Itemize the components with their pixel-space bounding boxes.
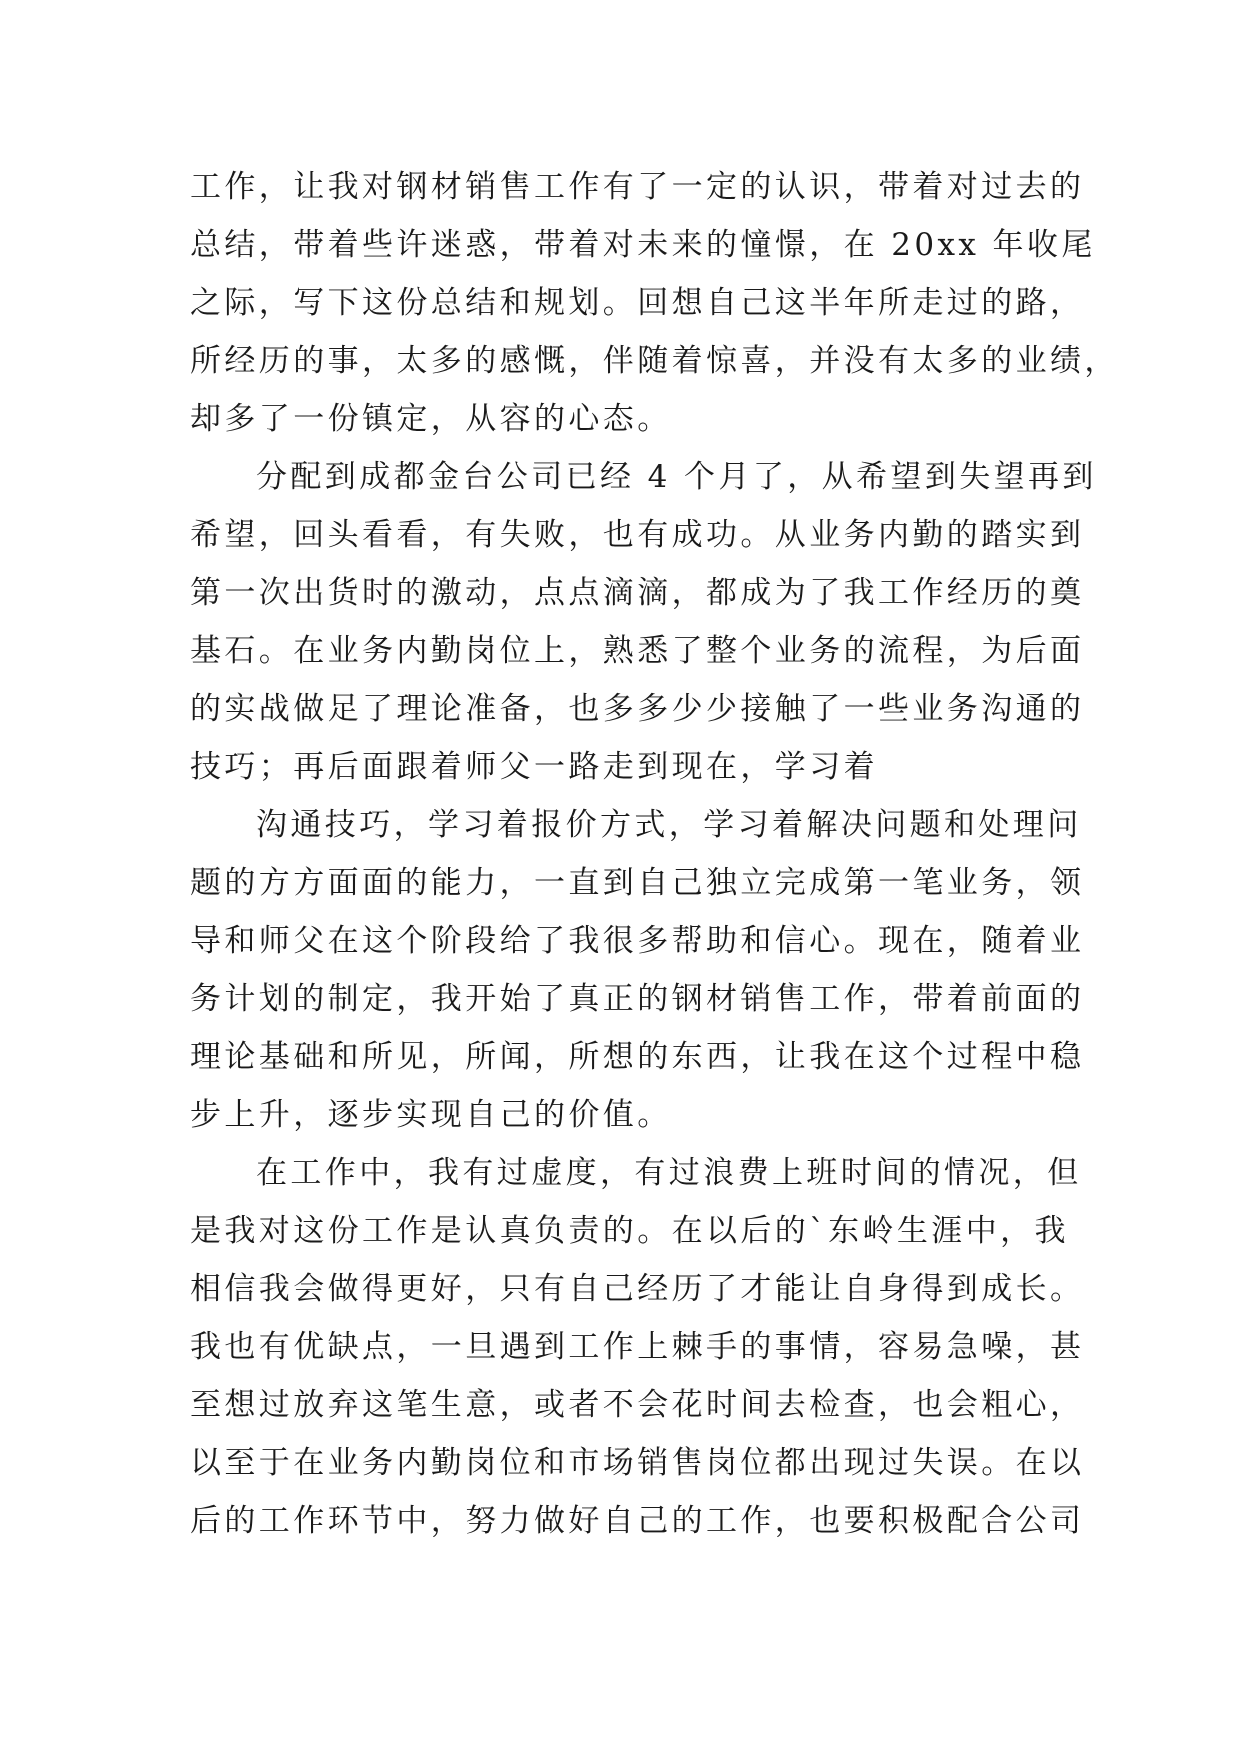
text-line: 是我对这份工作是认真负责的。在以后的`东岭生涯中，我 [190, 1213, 1069, 1249]
text-line: 却多了一份镇定，从容的心态。 [190, 401, 672, 437]
text-line: 第一次出货时的激动，点点滴滴，都成为了我工作经历的奠 [190, 575, 1085, 611]
text-line: 导和师父在这个阶段给了我很多帮助和信心。现在，随着业 [190, 923, 1085, 959]
text-line: 技巧；再后面跟着师父一路走到现在，学习着 [190, 749, 878, 785]
text-line: 希望，回头看看，有失败，也有成功。从业务内勤的踏实到 [190, 517, 1085, 553]
text-line: 后的工作环节中，努力做好自己的工作，也要积极配合公司 [190, 1503, 1085, 1539]
paragraph-first-line: 在工作中，我有过虚度，有过浪费上班时间的情况，但 [256, 1155, 1082, 1191]
text-line: 所经历的事，太多的感慨，伴随着惊喜，并没有太多的业绩， [190, 343, 1119, 379]
text-line: 步上升，逐步实现自己的价值。 [190, 1097, 672, 1133]
text-line: 理论基础和所见，所闻，所想的东西，让我在这个过程中稳 [190, 1039, 1085, 1075]
body-text [190, 158, 1119, 1550]
text-line: 的实战做足了理论准备，也多多少少接触了一些业务沟通的 [190, 691, 1085, 727]
text-line: 之际，写下这份总结和规划。回想自己这半年所走过的路， [190, 285, 1085, 321]
text-line: 工作，让我对钢材销售工作有了一定的认识，带着对过去的 [190, 169, 1085, 205]
text-line: 我也有优缺点，一旦遇到工作上棘手的事情，容易急噪，甚 [190, 1329, 1085, 1365]
paragraph-first-line: 沟通技巧，学习着报价方式，学习着解决问题和处理问 [256, 807, 1082, 843]
text-line: 以至于在业务内勤岗位和市场销售岗位都出现过失误。在以 [190, 1445, 1085, 1481]
text-line: 至想过放弃这笔生意，或者不会花时间去检查，也会粗心， [190, 1387, 1085, 1423]
text-line: 题的方方面面的能力，一直到自己独立完成第一笔业务，领 [190, 865, 1085, 901]
text-line: 相信我会做得更好，只有自己经历了才能让自身得到成长。 [190, 1271, 1085, 1307]
text-line: 总结，带着些许迷惑，带着对未来的憧憬，在 20xx 年收尾 [190, 227, 1096, 263]
text-line: 基石。在业务内勤岗位上，熟悉了整个业务的流程，为后面 [190, 633, 1085, 669]
text-line: 务计划的制定，我开始了真正的钢材销售工作，带着前面的 [190, 981, 1085, 1017]
paragraph-first-line: 分配到成都金台公司已经 4 个月了，从希望到失望再到 [256, 459, 1097, 495]
